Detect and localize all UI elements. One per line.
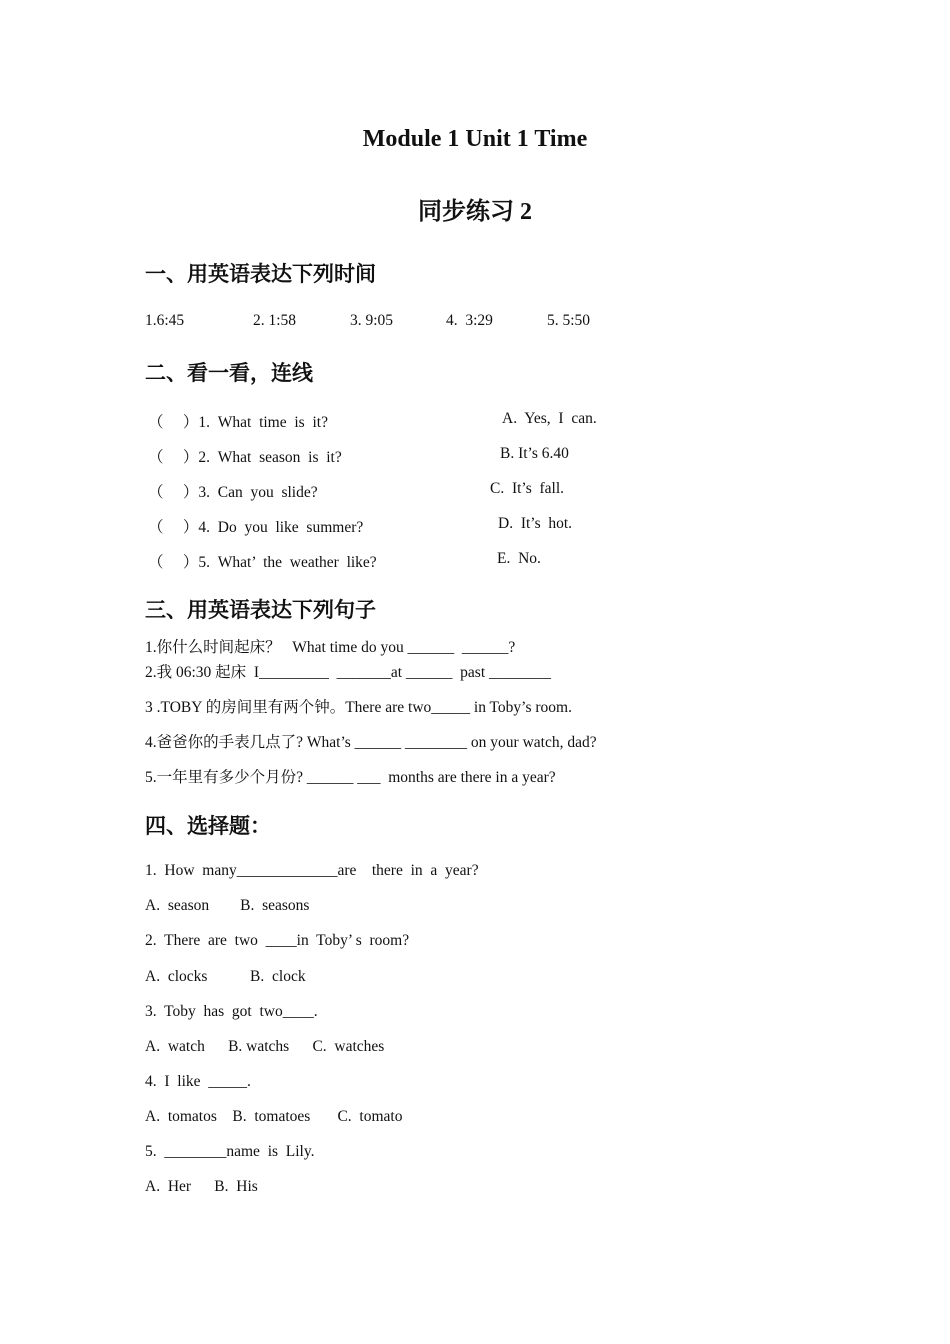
choice-options: A. season B. seasons: [145, 897, 310, 914]
section-3-heading: 三、用英语表达下列句子: [145, 598, 376, 622]
match-answer: D. It’s hot.: [498, 515, 573, 532]
match-question: （ ）5. What’ the weather like?: [148, 554, 377, 571]
translation-item: 1.你什么时间起床？ What time do you ______ ______?: [145, 639, 516, 656]
match-question: （ ）2. What season is it?: [148, 449, 342, 466]
match-question: （ ）1. What time is it?: [148, 414, 328, 431]
time-item: 2. 1:58: [253, 312, 297, 329]
match-question: （ ）3. Can you slide?: [148, 484, 318, 501]
match-answer: C. It’s fall.: [490, 480, 565, 497]
match-question: （ ）4. Do you like summer?: [148, 519, 364, 536]
translation-item: 2.我 06:30 起床 I_________ _______at ______ past ________: [145, 664, 551, 681]
section-2-heading: 二、看一看，连线: [145, 361, 313, 385]
choice-options: A. tomatos B. tomatoes C. tomato: [145, 1108, 403, 1125]
choice-options: A. Her B. His: [145, 1178, 258, 1195]
translation-item: 3 .TOBY 的房间里有两个钟。There are two_____ in Toby’s room.: [145, 699, 572, 716]
time-item: 5. 5:50: [547, 312, 591, 329]
translation-item: 4.爸爸你的手表几点了? What’s ______ ________ on your watch, dad?: [145, 734, 597, 751]
section-1-heading: 一、用英语表达下列时间: [145, 262, 376, 286]
match-answer: E. No.: [497, 550, 541, 567]
page-subtitle: 同步练习 2: [418, 199, 532, 225]
choice-question: 1. How many_____________are there in a year?: [145, 862, 479, 879]
choice-question: 2. There are two ____in Toby’ s room?: [145, 932, 410, 949]
time-item: 4. 3:29: [446, 312, 493, 329]
translation-item: 5.一年里有多少个月份? ______ ___ months are there in a year?: [145, 769, 556, 786]
choice-options: A. watch B. watchs C. watches: [145, 1038, 385, 1055]
time-item: 1.6:45: [145, 312, 185, 329]
match-answer: A. Yes, I can.: [502, 410, 597, 427]
time-item: 3. 9:05: [350, 312, 394, 329]
choice-question: 4. I like _____.: [145, 1073, 251, 1090]
choice-options: A. clocks B. clock: [145, 968, 306, 985]
choice-question: 3. Toby has got two____.: [145, 1003, 318, 1020]
choice-question: 5. ________name is Lily.: [145, 1143, 315, 1160]
section-4-heading: 四、选择题：: [145, 814, 271, 838]
match-answer: B. It’s 6.40: [500, 445, 569, 462]
page-title: Module 1 Unit 1 Time: [362, 126, 588, 152]
